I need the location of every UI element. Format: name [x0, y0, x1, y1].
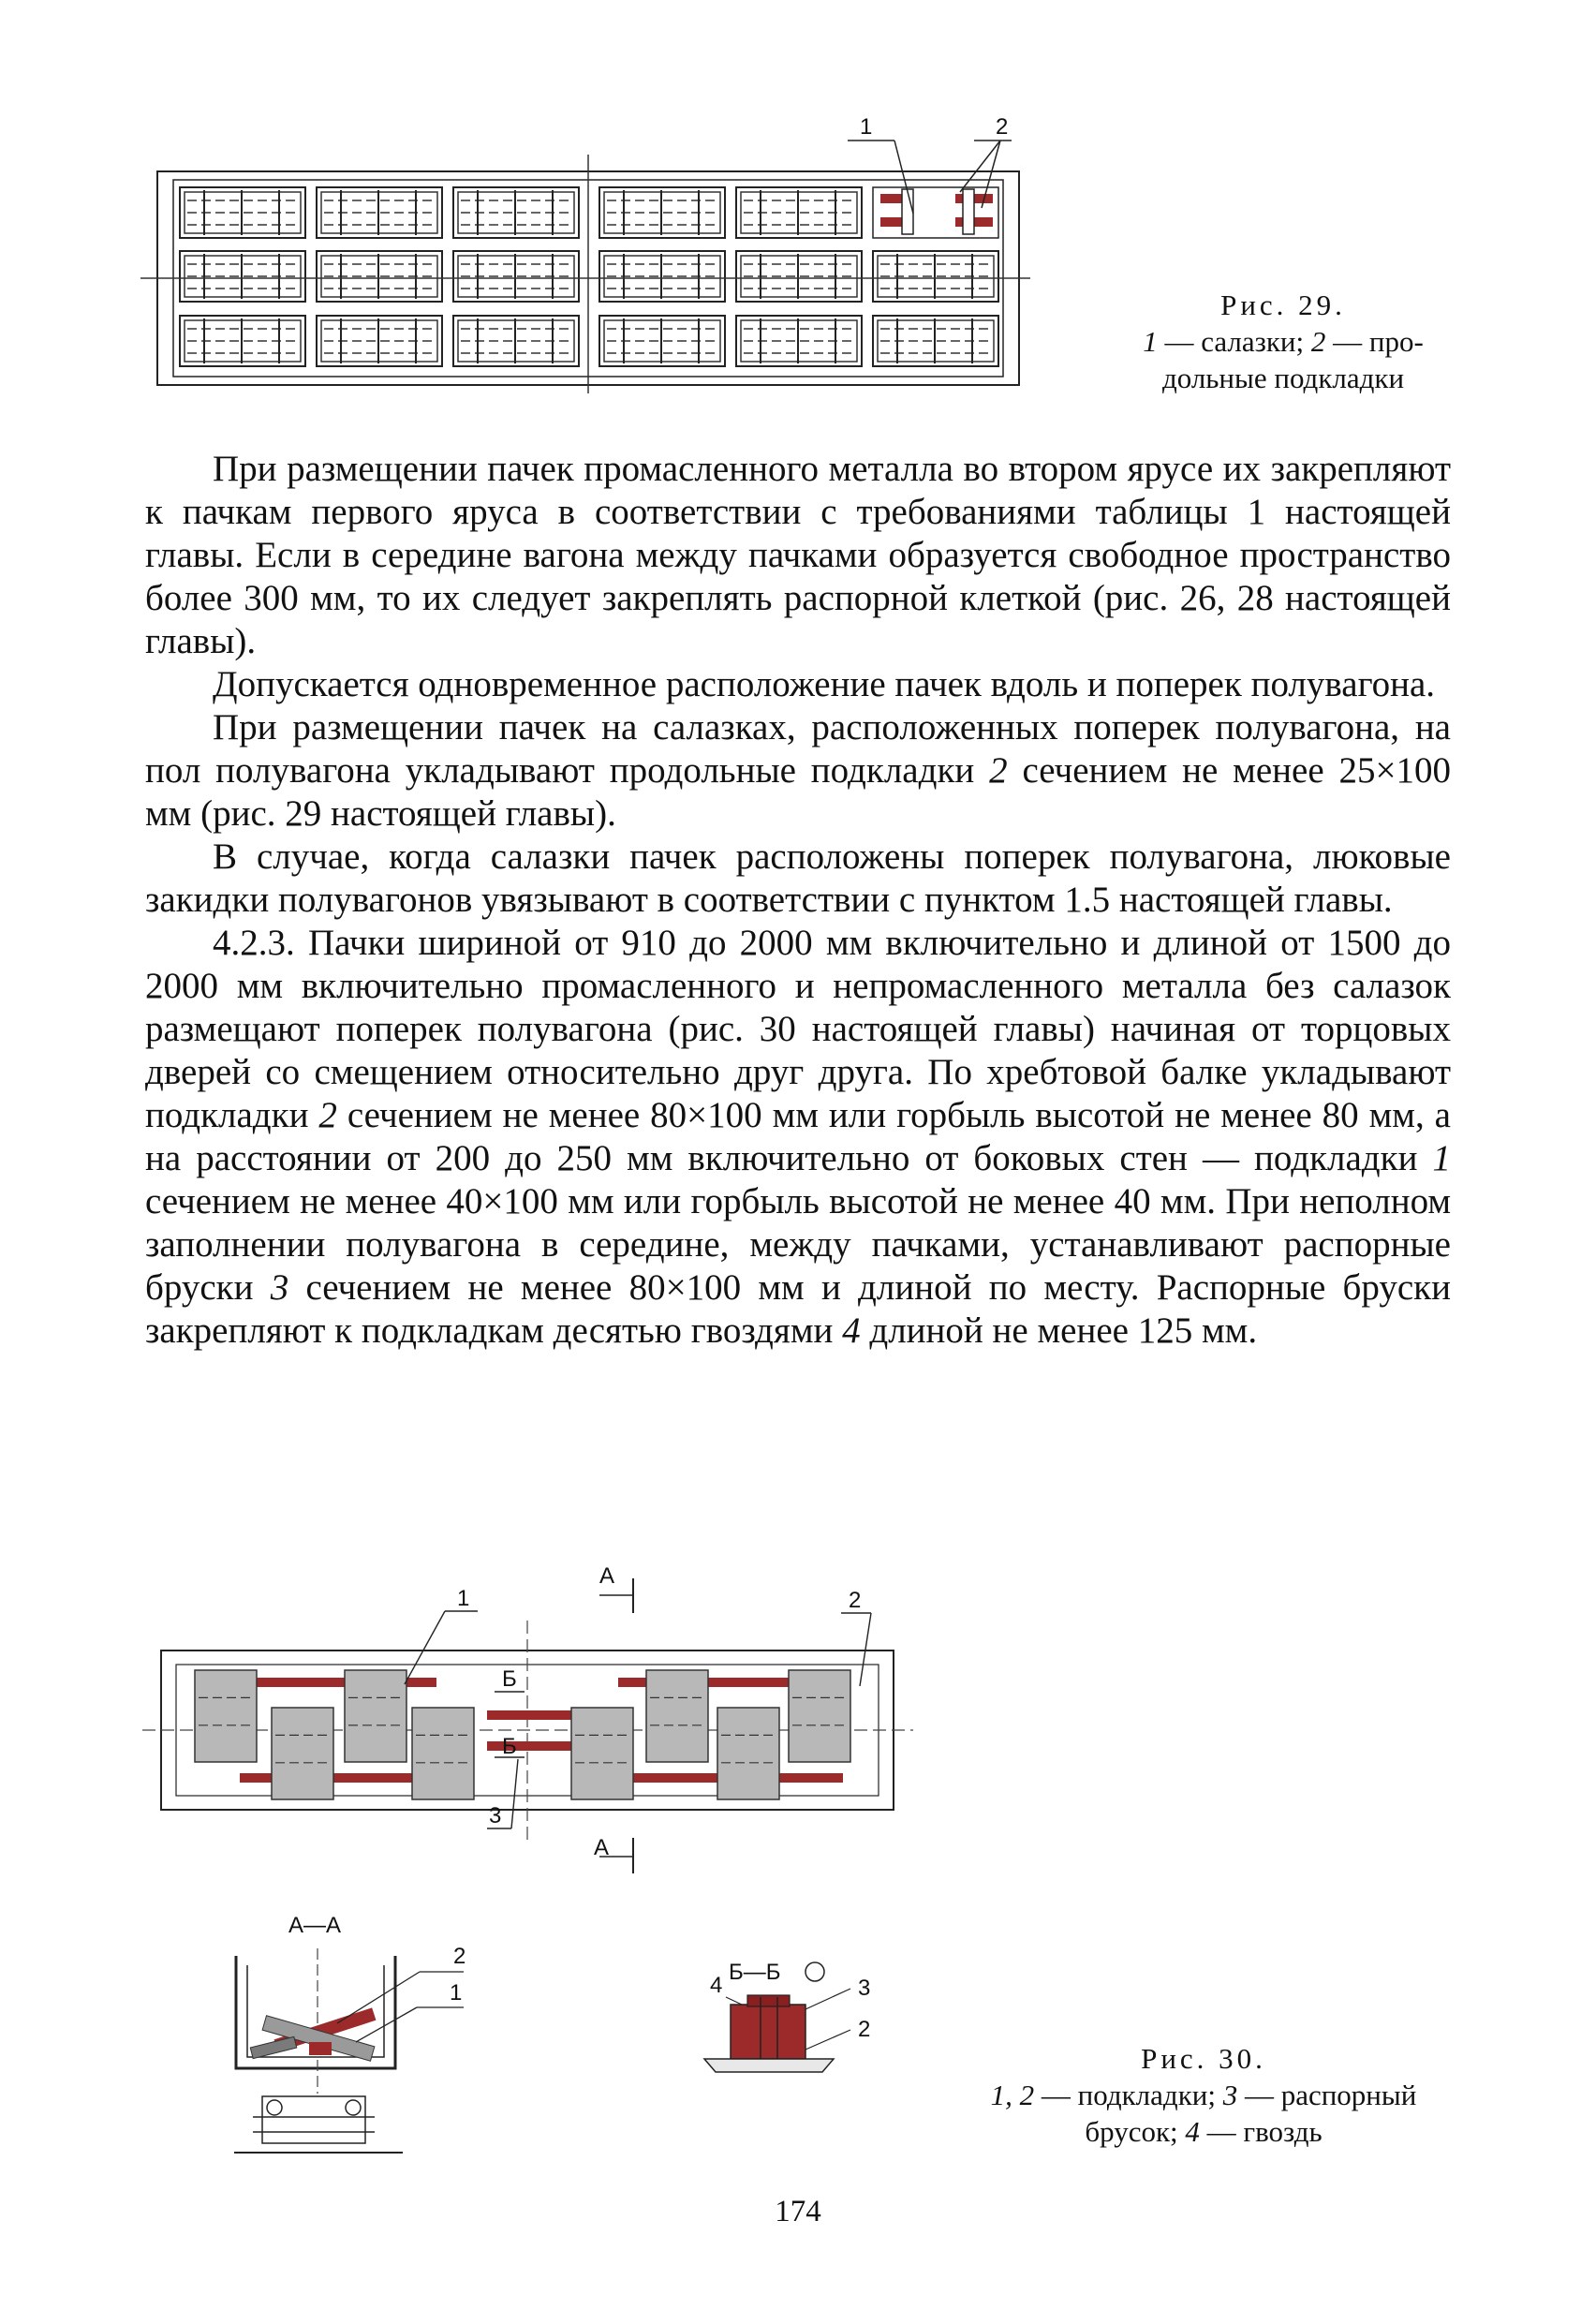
fig30-package: [412, 1708, 474, 1799]
fig30-section-aa-label-1: 1: [450, 1980, 463, 2006]
fig30-board: [240, 1773, 436, 1783]
fig30-section-aa: [234, 1948, 464, 2153]
fig30-label-b-top: Б: [502, 1666, 517, 1692]
fig30-plan-packages: [195, 1670, 850, 1799]
paragraph-text: сечением не менее 80×100 мм или горбыль высотой не менее 80 мм, а на расстоянии от 200 до 250 мм включительно от боковых стен — подкладки: [145, 1095, 1451, 1178]
fig30-section-aa-title: А—А: [288, 1913, 342, 1938]
paragraph-text: сечением не менее 80×100 мм и длиной по месту. Распорные бруски закрепляют к подкладкам десятью гвоздями: [145, 1267, 1451, 1351]
paragraph-text: длиной не менее 125 мм.: [860, 1310, 1258, 1351]
page-number: 174: [775, 2195, 821, 2228]
fig29-caption-text1: — салазки;: [1157, 325, 1311, 358]
fig30-label-a-top: А: [599, 1563, 615, 1589]
fig29-caption-line2: дольные подкладки: [1161, 362, 1405, 394]
paragraph-text: сечением не менее 40×100 мм или горбыль высотой не менее 40 мм. При неполном заполнении полувагона в середине, между пачками, устанавливают распорные бруски: [145, 1181, 1451, 1308]
fig30-caption-b: — подкладки;: [1034, 2079, 1223, 2111]
paragraph: [145, 706, 1451, 836]
fig30-package: [646, 1670, 708, 1762]
paragraph-text: При размещении пачек промасленного металла во втором ярусе их закрепляют к пачкам первого яруса в соответствии с требованиями таблицы 1 настоящей главы. Если в середине вагона между пачками образуется свободное пространство более 300 мм, то их следует закреплять распорной клеткой (рис. 26, 28 настоящей главы).: [145, 449, 1451, 661]
body-text: [145, 448, 1451, 1353]
paragraph-text: 4.2.3. Пачки шириной от 910 до 2000 мм включительно и длиной от 1500 до 2000 мм включительно промасленного и непромасленного металла без салазок размещают поперек полувагона (рис. 30 настоящей главы) начиная от торцовых дверей со смещением относительно друг друга. По хребтовой балке укладывают подкладки: [145, 923, 1451, 1135]
fig29-leader-2a: [960, 141, 1000, 192]
paragraph: [145, 663, 1451, 706]
fig30-caption-number: Рис. 30.: [1141, 2042, 1266, 2075]
fig29-label-2: 2: [996, 114, 1009, 140]
fig30-package: [272, 1708, 333, 1799]
fig30-package: [345, 1670, 406, 1762]
fig30-section-bb-label-4: 4: [710, 1973, 723, 1998]
paragraph-text: Допускается одновременное расположение пачек вдоль и поперек полувагона.: [213, 664, 1436, 704]
fig30-label-a-bottom: А: [594, 1835, 610, 1860]
fig29-packages-grid: [180, 187, 998, 366]
fig30-caption-a: 1, 2: [990, 2079, 1035, 2111]
fig30-package: [571, 1708, 633, 1799]
fig30-board: [487, 1741, 571, 1751]
paragraph-italic-number: 3: [270, 1267, 289, 1308]
fig29-caption-num2: 2: [1310, 325, 1326, 358]
fig29-caption-number: Рис. 29.: [1220, 289, 1346, 321]
fig30-board: [487, 1710, 571, 1720]
paragraph-text: сечением не менее 25×100 мм (рис. 29 настоящей главы).: [145, 750, 1451, 834]
paragraph-text: При размещении пачек на салазках, расположенных поперек полувагона, на пол полувагона укладывают продольные подкладки: [145, 707, 1451, 791]
fig30-caption-c: 3: [1222, 2079, 1238, 2111]
fig30-caption-e: брусок;: [1085, 2115, 1186, 2148]
fig30-label-3: 3: [489, 1803, 502, 1828]
fig29-sled-shown: [963, 189, 974, 234]
fig30-leader-1: [405, 1611, 445, 1684]
paragraph-italic-number: 1: [1432, 1138, 1451, 1178]
fig30-section-bb-label-2: 2: [858, 2017, 871, 2042]
paragraph-italic-number: 2: [318, 1095, 337, 1135]
fig30-section-bb-label-3: 3: [858, 1976, 871, 2001]
paragraph: [145, 448, 1451, 663]
fig30-caption-d: — распорный: [1237, 2079, 1417, 2111]
fig30-package: [195, 1670, 257, 1762]
fig29-label-1: 1: [860, 114, 873, 140]
fig30-package: [717, 1708, 779, 1799]
fig30-caption: [899, 2040, 1508, 2150]
paragraph-italic-number: 4: [842, 1310, 861, 1351]
paragraph: [145, 922, 1451, 1353]
fig30-section-aa-label-2: 2: [453, 1944, 466, 1969]
fig30-label-1: 1: [457, 1586, 470, 1611]
paragraph-italic-number: 2: [989, 750, 1008, 791]
fig29-sled-shown: [902, 189, 913, 234]
paragraph-text: В случае, когда салазки пачек расположены поперек полувагона, люковые закидки полувагонов увязывают в соответствии с пунктом 1.5 настоящей главы.: [145, 836, 1451, 920]
fig30-label-b-bottom: Б: [502, 1734, 517, 1759]
fig30-caption-g: — гвоздь: [1199, 2115, 1323, 2148]
fig30-caption-f: 4: [1185, 2115, 1200, 2148]
fig29-caption-num1: 1: [1143, 325, 1158, 358]
fig30-label-2: 2: [849, 1588, 862, 1613]
fig29-caption: [1077, 287, 1489, 396]
fig29-caption-text2: — про-: [1325, 325, 1424, 358]
fig30-leader-3: [511, 1759, 518, 1828]
paragraph: [145, 836, 1451, 922]
fig30-section-bb-title: Б—Б: [729, 1960, 781, 1985]
fig30-package: [789, 1670, 850, 1762]
